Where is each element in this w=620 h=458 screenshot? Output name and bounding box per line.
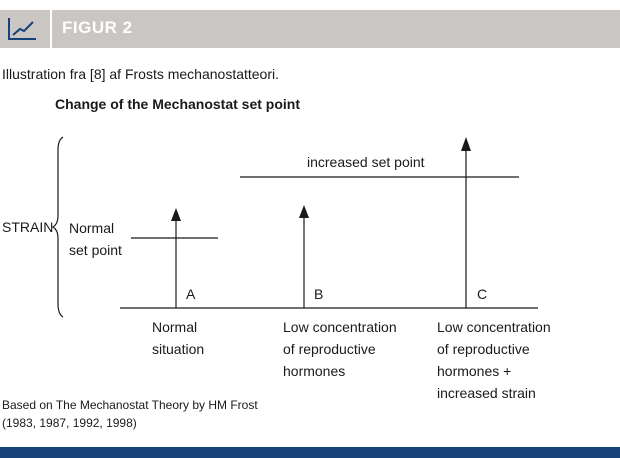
- caption-a-line1: Normal: [152, 319, 198, 335]
- caption-c-line1: Low concentration: [437, 319, 551, 335]
- caption-c-line4: increased strain: [437, 385, 536, 401]
- strain-brace: [53, 137, 63, 317]
- bottom-bar: [0, 447, 620, 458]
- arrow-a-label: A: [186, 286, 196, 302]
- caption-c-line3: hormones +: [437, 363, 512, 379]
- caption-b-line3: hormones: [283, 363, 346, 379]
- arrow-c-label: C: [477, 286, 488, 302]
- figure-caption: Illustration fra [8] af Frosts mechanostatteori.: [2, 66, 280, 82]
- caption-c-line2: of reproductive: [437, 341, 530, 357]
- caption-b-line1: Low concentration: [283, 319, 397, 335]
- arrow-c: [461, 137, 471, 308]
- strain-label: STRAIN: [2, 219, 54, 235]
- normal-set-point-label-line2: set point: [69, 242, 122, 258]
- source-note-line1: Based on The Mechanostat Theory by HM Frost: [2, 398, 258, 412]
- caption-b-line2: of reproductive: [283, 341, 376, 357]
- caption-a-line2: situation: [152, 341, 205, 357]
- diagram-title: Change of the Mechanostat set point: [55, 96, 301, 112]
- normal-set-point-label-line1: Normal: [69, 220, 115, 236]
- arrow-a: [171, 208, 181, 308]
- arrow-b-label: B: [314, 286, 324, 302]
- arrow-b: [299, 205, 309, 308]
- source-note: [2, 396, 258, 432]
- increased-set-point-label: increased set point: [307, 154, 425, 170]
- source-note-line2: (1983, 1987, 1992, 1998): [2, 416, 137, 430]
- figure-title: FIGUR 2: [62, 18, 133, 37]
